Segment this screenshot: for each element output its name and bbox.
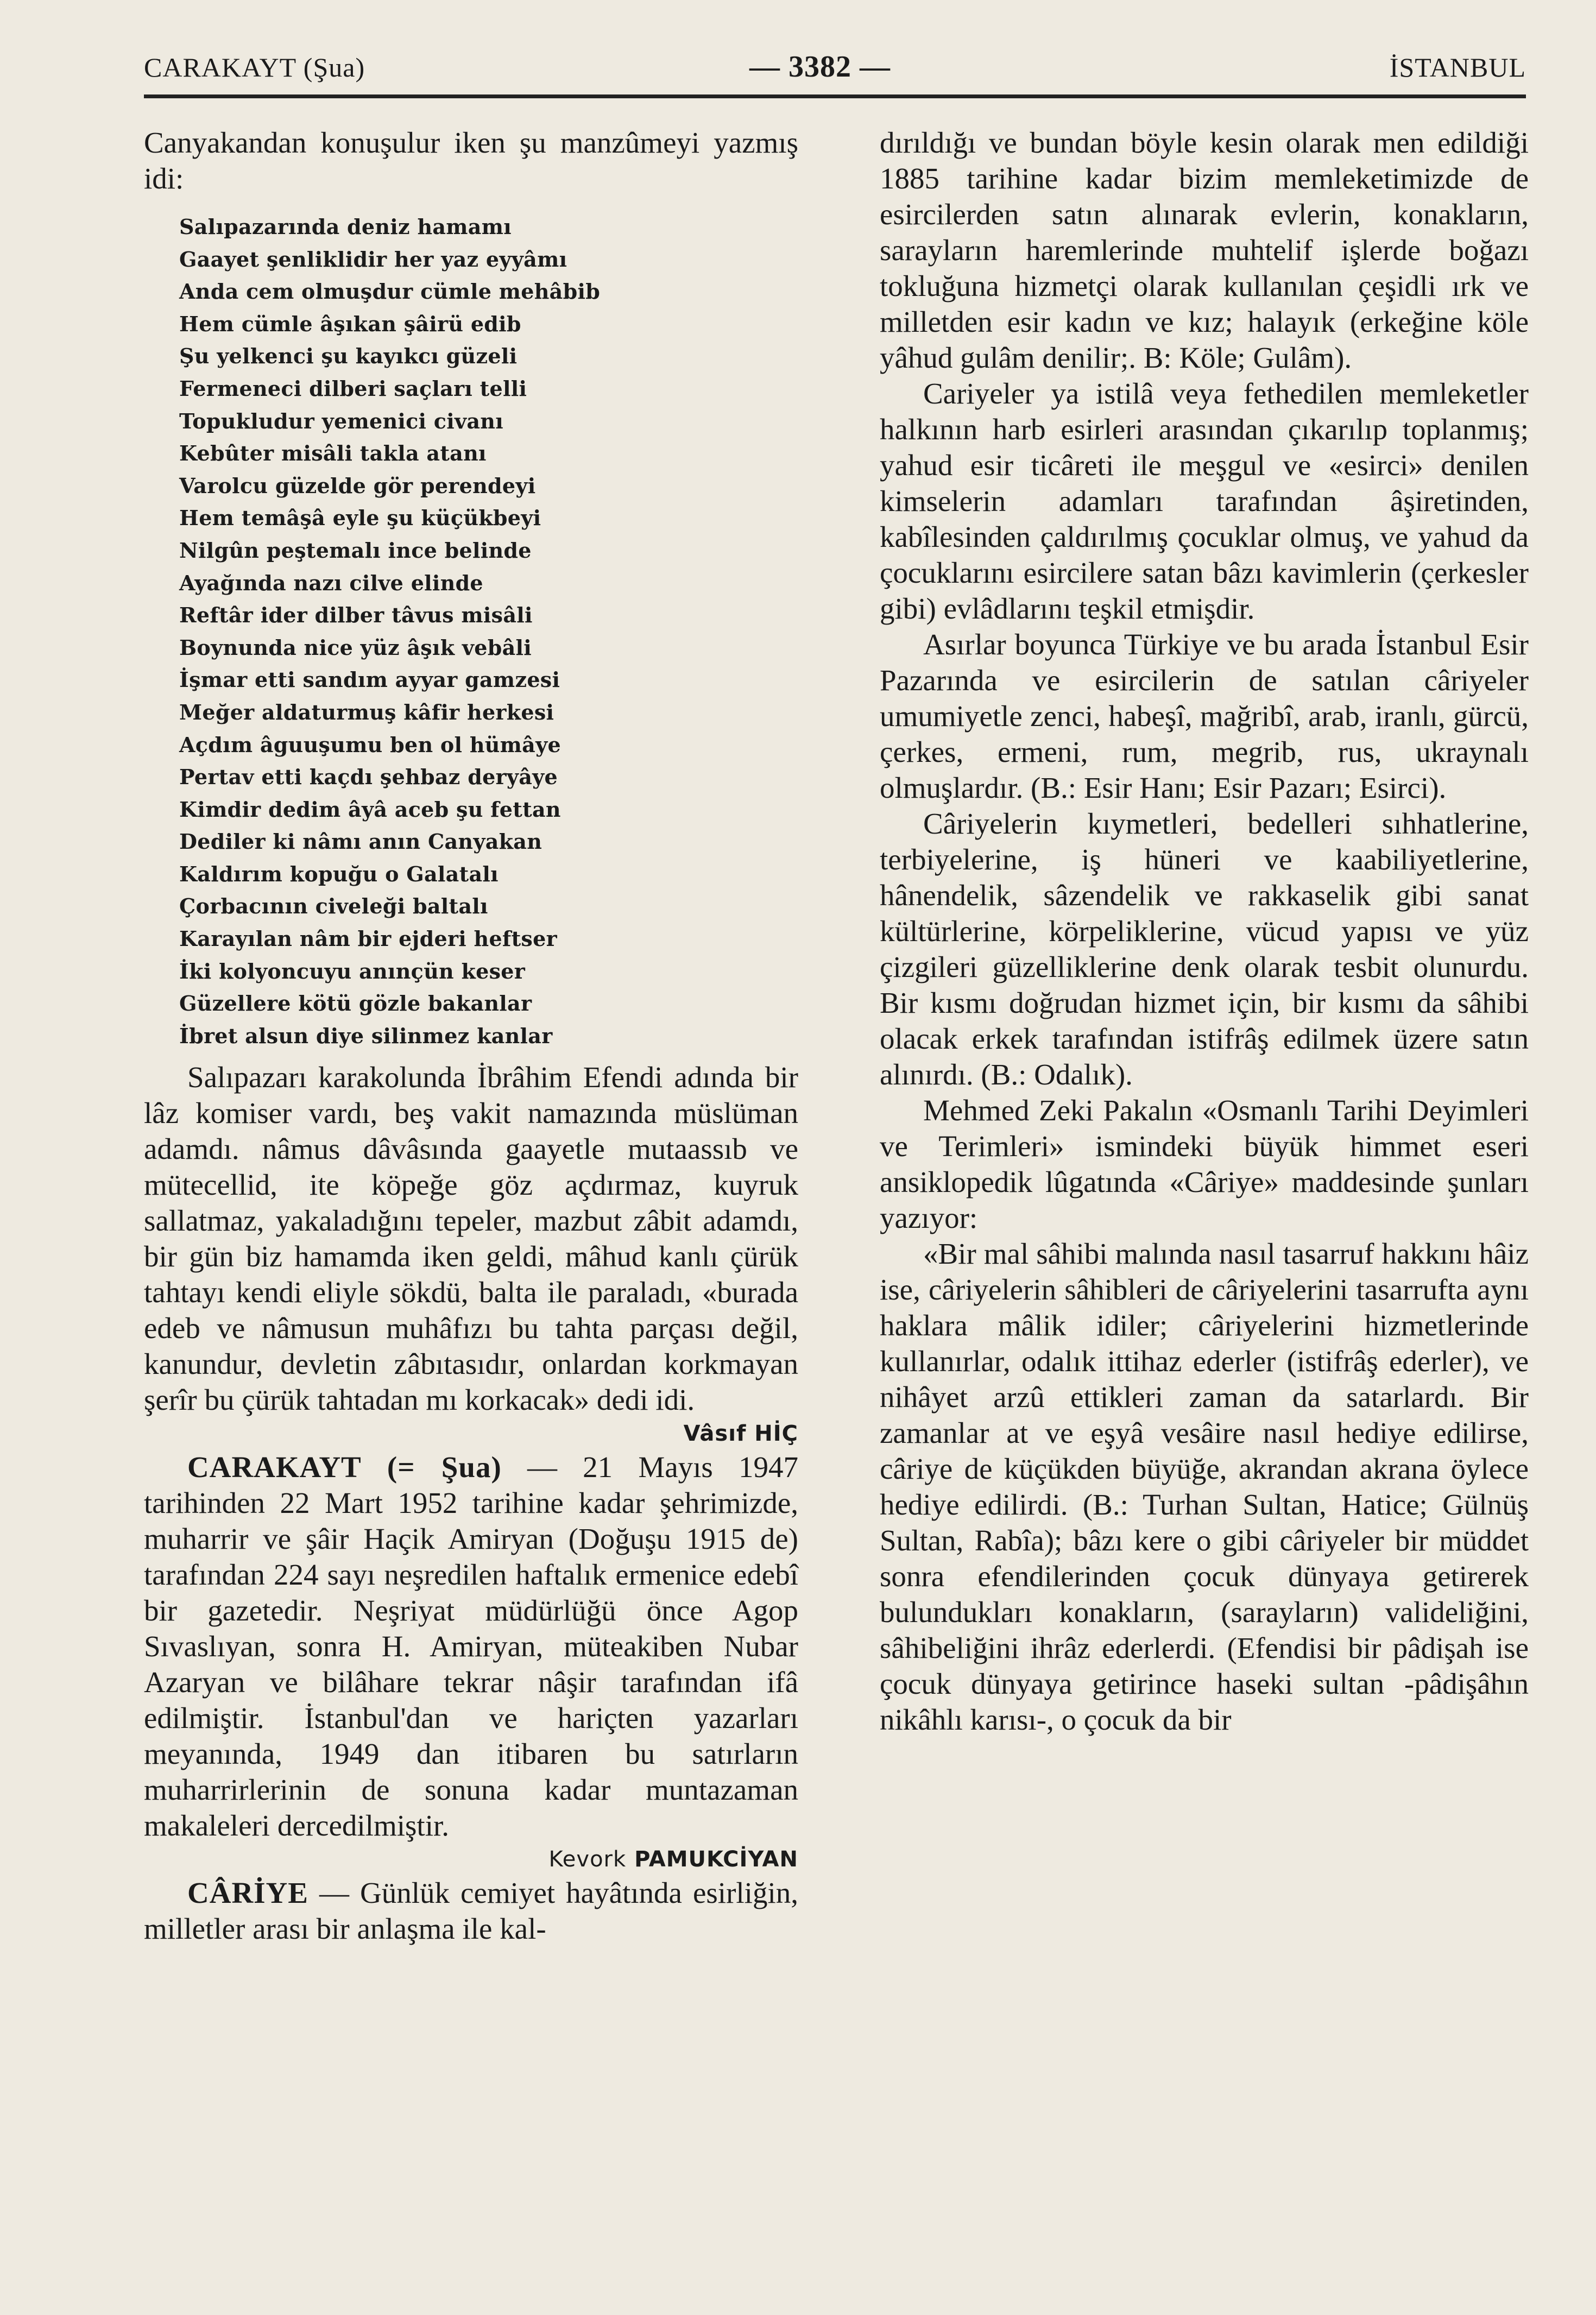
poem-line: Varolcu güzelde gör perendeyi: [179, 473, 536, 498]
poem: [179, 211, 798, 1052]
poem-line: Şu yelkenci şu kayıkcı güzeli: [179, 344, 518, 369]
poem-line: Meğer aldaturmuş kâfir herkesi: [179, 699, 554, 724]
entry-carakayt: [144, 1449, 798, 1844]
entry-cariye: [144, 1875, 798, 1947]
poem-line: Karayılan nâm bir ejderi heftser: [179, 926, 557, 951]
paragraph-pakalin: Mehmed Zeki Pakalın «Osmanlı Tarihi Deyimleri ve Terimleri» ismindeki büyük himmet eseri ansiklopedik lûgatında «Câriye» maddesinde şunları yazıyor:: [880, 1094, 1529, 1234]
right-column: [880, 125, 1529, 1738]
poem-line: Açdım âguuşumu ben ol hümâye: [179, 732, 561, 757]
poem-line: Gaayet şenliklidir her yaz eyyâmı: [179, 247, 567, 272]
poem-line: Anda cem olmuşdur cümle mehâbib: [179, 279, 601, 304]
poem-line: İbret alsun diye silinmez kanlar: [179, 1023, 553, 1048]
signature-last-name: HİÇ: [754, 1421, 798, 1447]
poem-line: Ayağında nazı cilve elinde: [179, 570, 483, 595]
signature-first-name: Kevork: [548, 1847, 627, 1872]
signature-last-name: PAMUKCİYAN: [634, 1847, 798, 1872]
paragraph-quote: «Bir mal sâhibi malında nasıl tasarruf hakkını hâiz ise, câriyelerin sâhibleri de câriyelerini tasarrufta aynı haklara mâlik idiler; câriyelerini hizmetlerinde kullanırlar, odalık ittihaz ederler (istifrâş ederler), ve nihâyet arzû ettikleri zaman da satarlardı. Bir zamanlar at ve eşyâ vesâire nasıl hediye edilirse, câriye de küçükden büyüğe, akrandan akrana öylece hediye edilirdi. (B.: Turhan Sultan, Hatice; Gülnüş Sultan, Rabîa); bâzı kere o gibi câriyeler bir müddet sonra efendilerinden çocuk dünyaya getirerek bulundukları konakların, (sarayların) valideliğini, sâhibeliğini ihrâz ederlerdi. (Efendisi bir pâdişah ise çocuk dünyaya getirince haseki sultan -pâdişâhın nikâhlı karısı-, o çocuk da bir: [880, 1237, 1529, 1736]
poem-line: Boynunda nice yüz âşık vebâli: [179, 635, 532, 660]
poem-line: Dediler ki nâmı anın Canyakan: [179, 829, 542, 854]
entry-text-cariye: — Günlük cemiyet hayâtında esirliğin, milletler arası bir anlaşma ile kal-: [144, 1876, 798, 1946]
entry-text-carakayt: — 21 Mayıs 1947 tarihinden 22 Mart 1952 tarihine kadar şehrimizde, muharrir ve şâir Haçik Amiryan (Doğuşu 1915 de) tarafından 224 sayı neşredilen haftalık ermenice edebî bir gazetedir. Neşriyat müdürlüğü önce Agop Sıvaslıyan, sonra H. Amiryan, müteakiben Nubar Azaryan ve bilâhare tekrar nâşir tarafından ifâ edilmiştir. İstanbul'dan ve hariçten yazarları meyanında, 1949 dan itibaren bu satırların muharrirlerinin de sonuna kadar muntazaman makaleleri dercedilmiştir.: [144, 1450, 799, 1843]
poem-line: Fermeneci dilberi saçları telli: [179, 376, 527, 401]
poem-line: Salıpazarında deniz hamamı: [179, 215, 512, 239]
header-rule: [144, 94, 1526, 98]
header-entry-range: CARAKAYT (Şua): [144, 52, 365, 83]
poem-line: Reftâr ider dilber tâvus misâli: [179, 603, 533, 628]
poem-line: Topukludur yemenici civanı: [179, 408, 503, 433]
entry-title-cariye: CÂRİYE: [187, 1876, 308, 1910]
poem-line: Kebûter misâli takla atanı: [179, 441, 487, 466]
page-number: — 3382 —: [749, 50, 891, 84]
signature-first-name: Vâsıf: [683, 1421, 747, 1447]
poem-line: Hem temâşâ eyle şu küçükbeyi: [179, 506, 541, 531]
poem-line: Güzellere kötü gözle bakanlar: [179, 991, 532, 1016]
header-city: İSTANBUL: [1389, 52, 1526, 83]
poem-line: Kimdir dedim âyâ aceb şu fettan: [179, 797, 561, 822]
poem-line: İşmar etti sandım ayyar gamzesi: [179, 667, 560, 692]
entry-title-carakayt: CARAKAYT (= Şua): [187, 1450, 502, 1484]
paragraph-cariye-definition: dırıldığı ve bundan böyle kesin olarak men edildiği 1885 tarihine kadar bizim memleketimizde de esircilerden satın alınarak evlerin, konakların, sarayların haremlerinde muhtelif işlerde boğazı tokluğuna hizmetçi olarak kullanılan çeşidli ırk ve milletden esir kadın ve kız; halayık (erkeğine köle yâhud gulâm denilir;. B: Köle; Gulâm).: [880, 126, 1529, 374]
author-signature-pamukciyan: [144, 1844, 798, 1875]
paragraph-esir-pazari: Asırlar boyunca Türkiye ve bu arada İstanbul Esir Pazarında ve esircilerin de satılan câriyeler umumiyetle zenci, habeşî, mağribî, arab, iranlı, gürcü, çerkes, ermeni, rum, megrib, rus, ukraynalı olmuşlardır. (B.: Esir Hanı; Esir Pazarı; Esirci).: [880, 628, 1529, 804]
poem-line: Hem cümle âşıkan şâirü edib: [179, 311, 521, 336]
poem-line: İki kolyoncuyu anınçün keser: [179, 958, 526, 983]
poem-line: Çorbacının civeleği baltalı: [179, 894, 488, 919]
poem-line: Kaldırım kopuğu o Galatalı: [179, 861, 499, 886]
poem-line: Nilgûn peştemalı ince belinde: [179, 538, 532, 563]
paragraph-cariye-origins: Cariyeler ya istilâ veya fethedilen memleketler halkının harb esirleri arasından çıkarılıp toplanmış; yahud esir ticâreti ile meşgul ve «esirci» denilen kimselerin adamları tarafından âşiretinden, kabîlesinden çaldırılmış çocuklar olmuş, ve yahud da çocuklarını esircilere satan bâzı kavimlerin (çerkesler gibi) evlâdlarını teşkil etmişdir.: [880, 377, 1529, 625]
author-signature-vasif-hic: [144, 1418, 798, 1449]
running-header: [144, 52, 1526, 90]
paragraph-cariye-values: Câriyelerin kıymetleri, bedelleri sıhhatlerine, terbiyelerine, iş hüneri ve kaabiliyetlerine, hânendelik, sâzendelik ve rakkaselik gibi sanat kültürlerine, körpeliklerine, vücud yapısı ve yüz çizgileri güzelliklerine denk olarak tesbit olunurdu. Bir kısmı doğrudan hizmet için, bir kısmı da sâhibi olacak erkek tarafından istifrâş edilmek üzere satın alınırdı. (B.: Odalık).: [880, 807, 1529, 1091]
poem-line: Pertav etti kaçdı şehbaz deryâye: [179, 765, 558, 790]
paragraph-komiser: Salıpazarı karakolunda İbrâhim Efendi adında bir lâz komiser vardı, beş vakit namazında müslüman adamdı. nâmus dâvâsında gaayetle mutaassıb ve mütecellid, ite köpeğe göz açdırmaz, kuyruk sallatmaz, yakaladığını tepeler, mazbut zâbit adamdı, bir gün biz hamamda iken geldi, mâhud kanlı çürük tahtayı kendi eliyle sökdü, balta ile paraladı, «burada edeb ve nâmusun muhâfızı bu tahta parçası değil, kanundur, devletin zâbıtasıdır, onlardan korkmayan şerîr bu çürük tahtadan mı korkacak» dedi idi.: [144, 1061, 798, 1417]
left-column: [144, 125, 798, 1947]
poem-intro: Canyakandan konuşulur iken şu manzûmeyi yazmış idi:: [144, 126, 798, 195]
